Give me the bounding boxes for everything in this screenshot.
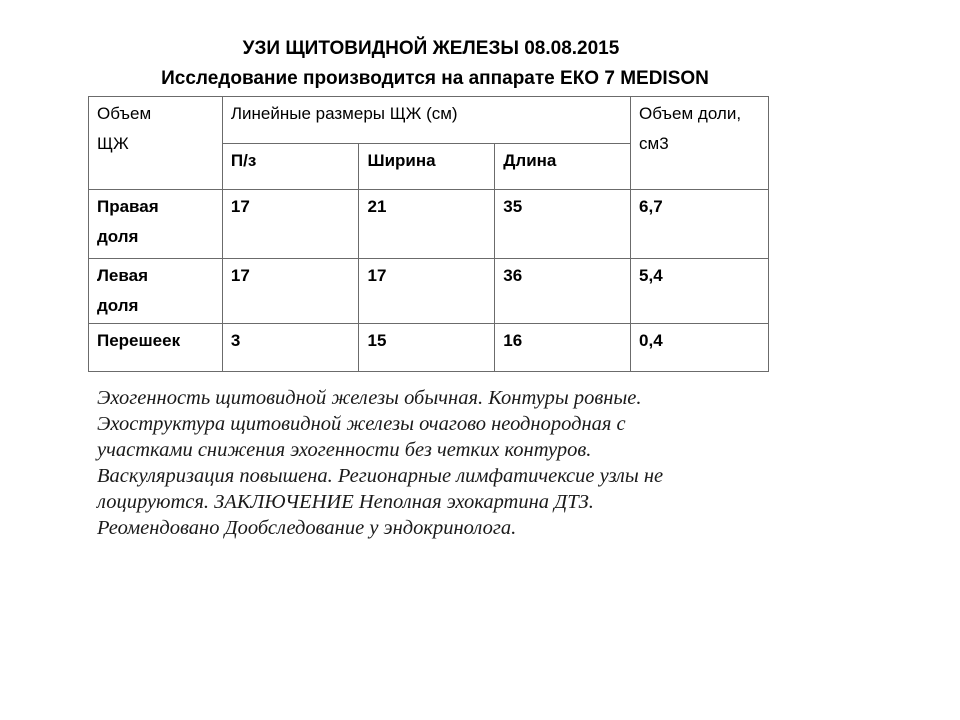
cell-pz: 17 — [222, 259, 359, 324]
cell-volume: 6,7 — [631, 190, 769, 259]
header-pz: П/з — [222, 144, 359, 190]
cell-volume: 0,4 — [631, 324, 769, 372]
measurements-table — [88, 96, 769, 372]
table-row — [89, 190, 769, 259]
header-thyroid-volume — [89, 97, 223, 190]
title-line-2: Исследование производится на аппарате ЕКО 7 MEDISON — [161, 68, 709, 89]
row-label: Перешеек — [89, 324, 223, 372]
row-label-text: Правая доля — [97, 197, 159, 246]
table-row — [89, 259, 769, 324]
cell-length: 36 — [495, 259, 631, 324]
header-lobe-volume-label: Объем доли, см3 — [639, 104, 742, 153]
title-line-1: УЗИ ЩИТОВИДНОЙ ЖЕЛЕЗЫ 08.08.2015 — [242, 38, 620, 59]
cell-length: 35 — [495, 190, 631, 259]
conclusion-line: Эхогенность щитовидной железы обычная. Контуры ровные. — [97, 387, 642, 409]
conclusion-line: участками снижения эхогенности без четких контуров. — [97, 439, 592, 461]
header-lobe-volume — [631, 97, 769, 190]
conclusion-line: Васкуляризация повышена. Регионарные лимфатичексие узлы не — [97, 465, 664, 487]
cell-length: 16 — [495, 324, 631, 372]
cell-width: 21 — [359, 190, 495, 259]
cell-width: 17 — [359, 259, 495, 324]
cell-volume: 5,4 — [631, 259, 769, 324]
table-header-row — [89, 97, 769, 144]
header-length: Длина — [495, 144, 631, 190]
table-row — [89, 324, 769, 372]
conclusion-line: лоцируются. ЗАКЛЮЧЕНИЕ Неполная эхокартина ДТЗ. — [97, 491, 594, 513]
conclusion-line: Эхоструктура щитовидной железы очагово неоднородная с — [97, 413, 626, 435]
header-width: Ширина — [359, 144, 495, 190]
conclusion-line: Реомендовано Дообследование у эндокринолога. — [97, 517, 517, 539]
row-label — [89, 190, 223, 259]
row-label — [89, 259, 223, 324]
cell-width: 15 — [359, 324, 495, 372]
conclusion-text — [97, 385, 877, 541]
header-thyroid-volume-label: Объем ЩЖ — [97, 104, 152, 153]
cell-pz: 3 — [222, 324, 359, 372]
header-linear-dimensions: Линейные размеры ЩЖ (см) — [222, 97, 630, 144]
report-title — [100, 34, 770, 94]
cell-pz: 17 — [222, 190, 359, 259]
row-label-text: Левая доля — [97, 266, 148, 315]
